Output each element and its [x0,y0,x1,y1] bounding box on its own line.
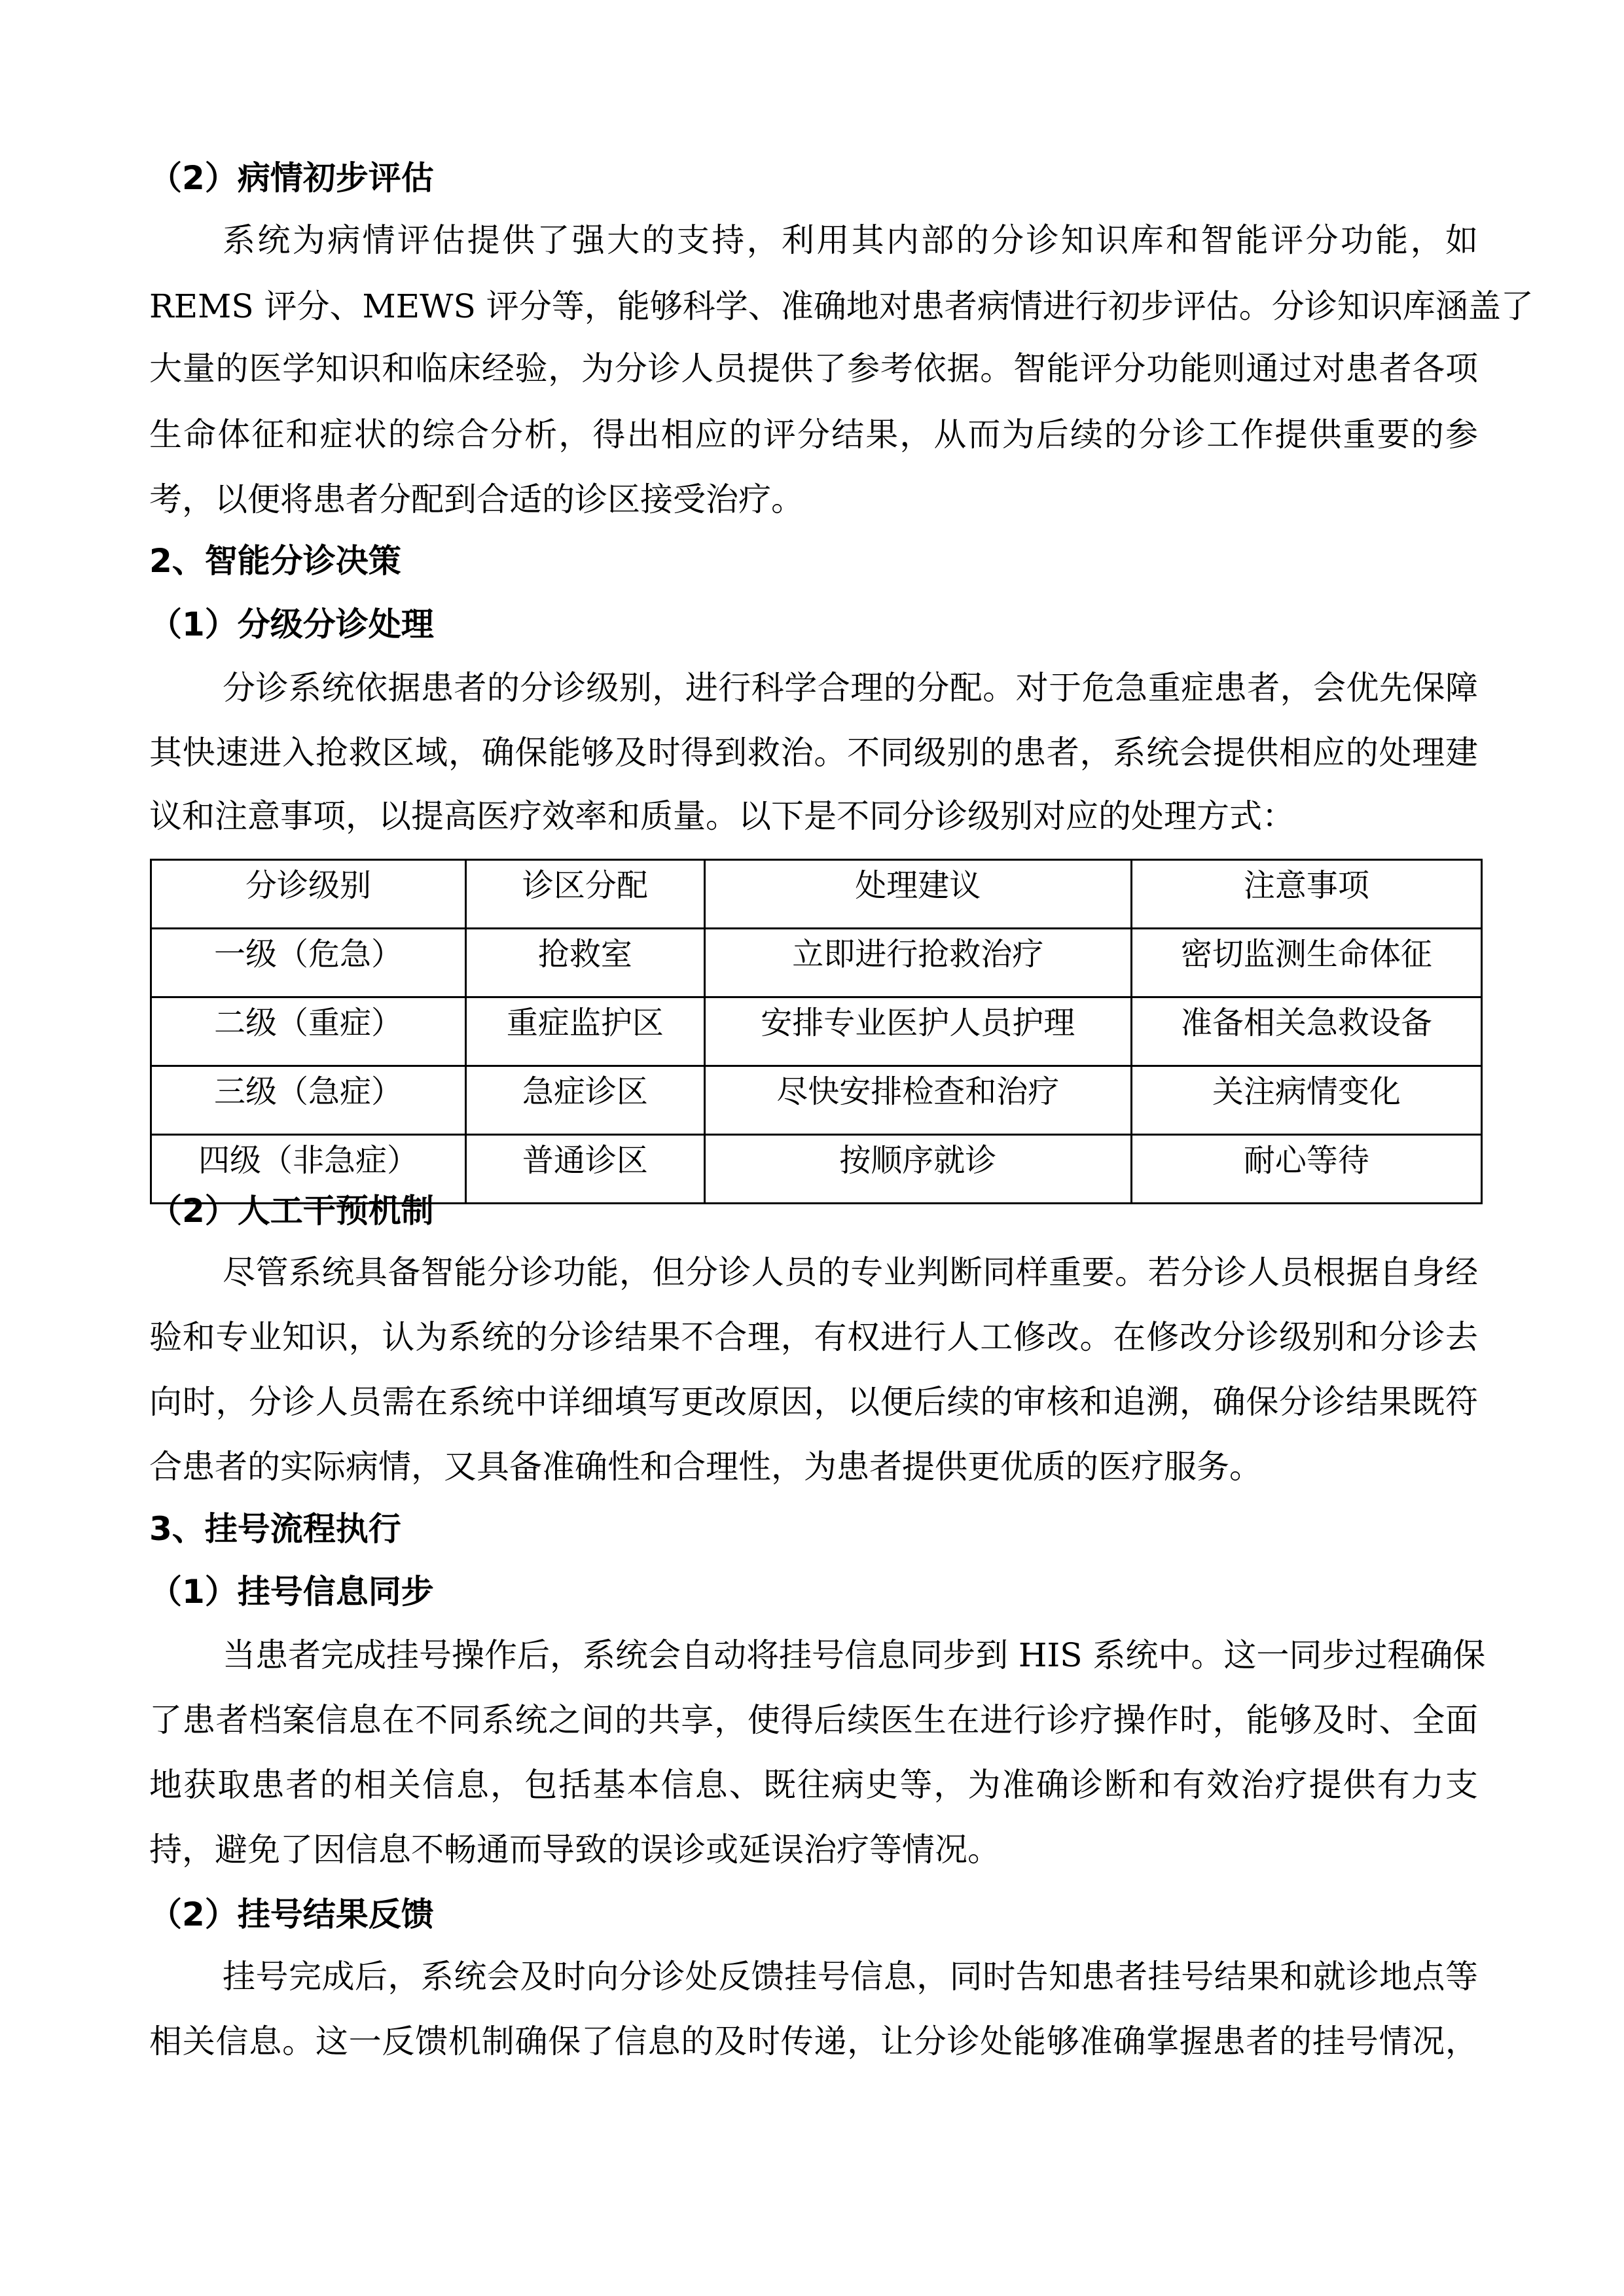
table-cell: 关注病情变化 [1131,1066,1481,1135]
paragraph-line: 其快速进入抢救区域，确保能够及时得到救治。不同级别的患者，系统会提供相应的处理建 [149,734,1478,772]
paragraph-line: 合患者的实际病情，又具备准确性和合理性，为患者提供更优质的医疗服务。 [149,1448,1262,1486]
table-row [151,997,1482,1066]
table-cell: 急症诊区 [465,1066,704,1135]
paragraph-line: 当患者完成挂号操作后，系统会自动将挂号信息同步到 HIS 系统中。这一同步过程确保 [223,1636,1486,1674]
table-row [151,1066,1482,1135]
table-header-row [151,860,1482,929]
table-row [151,929,1482,997]
paragraph-line: 系统为病情评估提供了强大的支持，利用其内部的分诊知识库和智能评分功能，如 [223,221,1478,259]
paragraph-line: 验和专业知识，认为系统的分诊结果不合理，有权进行人工修改。在修改分诊级别和分诊去 [149,1318,1478,1356]
section-heading: （1）挂号信息同步 [149,1573,434,1611]
section-heading: （2）挂号结果反馈 [149,1895,434,1933]
table-cell: 耐心等待 [1131,1135,1481,1204]
section-heading: 3、挂号流程执行 [149,1510,401,1548]
table-cell: 处理建议 [704,860,1131,929]
paragraph-line: 考，以便将患者分配到合适的诊区接受治疗。 [149,480,804,518]
paragraph-line: 议和注意事项，以提高医疗效率和质量。以下是不同分诊级别对应的处理方式： [149,797,1295,835]
table-cell: 四级（非急症） [151,1135,466,1204]
paragraph-line: 大量的医学知识和临床经验，为分诊人员提供了参考依据。智能评分功能则通过对患者各项 [149,350,1478,387]
table-cell: 注意事项 [1131,860,1481,929]
table-cell: 重症监护区 [465,997,704,1066]
paragraph-line: 了患者档案信息在不同系统之间的共享，使得后续医生在进行诊疗操作时，能够及时、全面 [149,1701,1478,1739]
table-cell: 分诊级别 [151,860,466,929]
paragraph-line: 分诊系统依据患者的分诊级别，进行科学合理的分配。对于危急重症患者，会优先保障 [223,669,1478,707]
table-cell: 尽快安排检查和治疗 [704,1066,1131,1135]
table-cell: 立即进行抢救治疗 [704,929,1131,997]
section-heading: （2）人工干预机制 [149,1192,434,1230]
section-heading: （1）分级分诊处理 [149,605,434,643]
table-cell: 诊区分配 [465,860,704,929]
table-cell: 按顺序就诊 [704,1135,1131,1204]
paragraph-line: 持，避免了因信息不畅通而导致的误诊或延误治疗等情况。 [149,1831,1000,1869]
table-cell: 抢救室 [465,929,704,997]
section-heading: （2）病情初步评估 [149,159,434,197]
table-cell: 二级（重症） [151,997,466,1066]
triage-level-table [150,859,1483,1204]
table-cell: 准备相关急救设备 [1131,997,1481,1066]
table-cell: 安排专业医护人员护理 [704,997,1131,1066]
paragraph-line: 地获取患者的相关信息，包括基本信息、既往病史等，为准确诊断和有效治疗提供有力支 [149,1766,1478,1804]
paragraph-line: 向时，分诊人员需在系统中详细填写更改原因，以便后续的审核和追溯，确保分诊结果既符 [149,1383,1478,1421]
table-cell: 一级（危急） [151,929,466,997]
paragraph-line: REMS 评分、MEWS 评分等，能够科学、准确地对患者病情进行初步评估。分诊知识库涵盖了 [149,287,1534,325]
table-cell: 密切监测生命体征 [1131,929,1481,997]
paragraph-line: 尽管系统具备智能分诊功能，但分诊人员的专业判断同样重要。若分诊人员根据自身经 [223,1253,1478,1291]
paragraph-line: 生命体征和症状的综合分析，得出相应的评分结果，从而为后续的分诊工作提供重要的参 [149,416,1478,454]
section-heading: 2、智能分诊决策 [149,542,401,580]
paragraph-line: 相关信息。这一反馈机制确保了信息的及时传递，让分诊处能够准确掌握患者的挂号情况， [149,2022,1478,2060]
table-cell: 三级（急症） [151,1066,466,1135]
paragraph-line: 挂号完成后，系统会及时向分诊处反馈挂号信息，同时告知患者挂号结果和就诊地点等 [223,1958,1478,1996]
table-cell: 普通诊区 [465,1135,704,1204]
